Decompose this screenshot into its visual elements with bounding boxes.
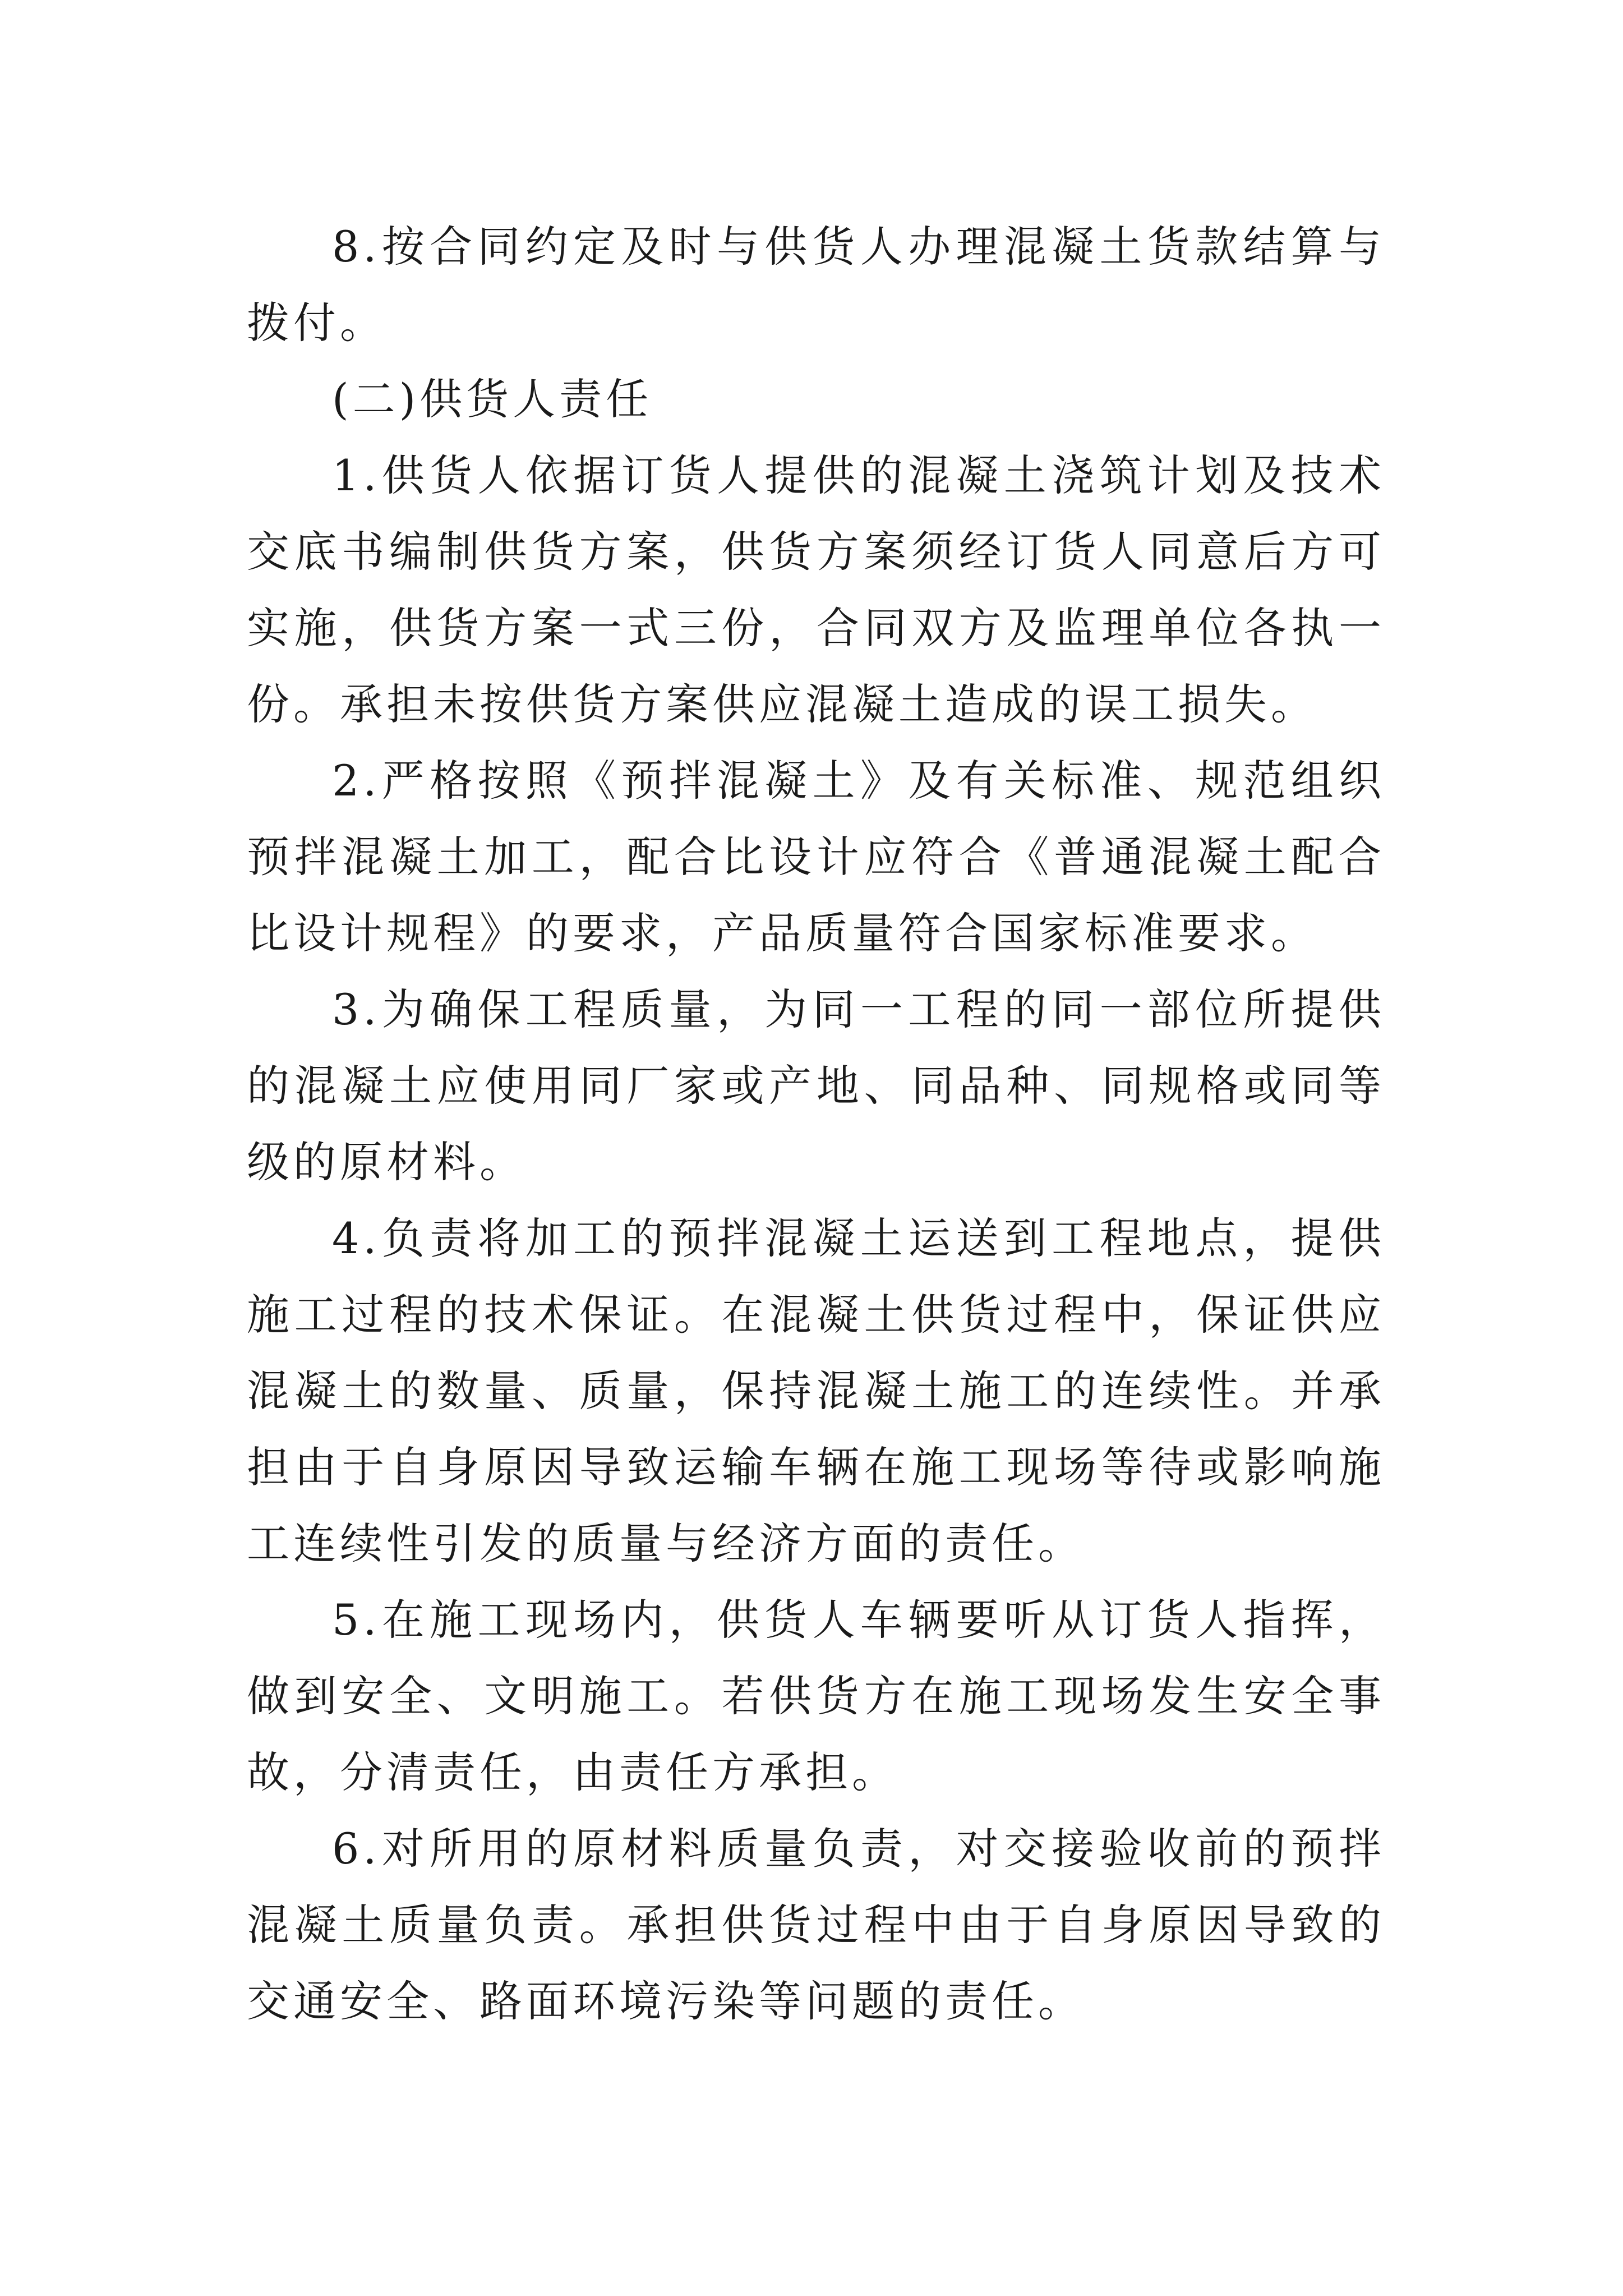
paragraph-transport-continuity: 4.负责将加工的预拌混凝土运送到工程地点，提供施工过程的技术保证。在混凝土供货过程中，保证供应混凝土的数量、质量，保持混凝土施工的连续性。并承担由于自身原因导致运输车辆在施工现场等待或影响施工连续性引发的质量与经济方面的责任。 xyxy=(247,1213,1385,1568)
paragraph-standards-compliance: 2.严格按照《预拌混凝土》及有关标准、规范组织预拌混凝土加工，配合比设计应符合《普通混凝土配合比设计规程》的要求，产品质量符合国家标准要求。 xyxy=(247,756,1385,958)
paragraph-quality-liability: 6.对所用的原材料质量负责，对交接验收前的预拌混凝土质量负责。承担供货过程中由于自身原因导致的交通安全、路面环境污染等问题的责任。 xyxy=(247,1824,1385,2026)
section-heading-supplier-responsibility: (二)供货人责任 xyxy=(332,374,653,424)
document-body xyxy=(247,209,1385,2040)
paragraph-payment-settlement: 8.按合同约定及时与供货人办理混凝土货款结算与拨付。 xyxy=(247,222,1385,348)
paragraph-site-safety: 5.在施工现场内，供货人车辆要听从订货人指挥，做到安全、文明施工。若供货方在施工现场发生安全事故，分清责任，由责任方承担。 xyxy=(247,1595,1385,1797)
paragraph-raw-material-consistency: 3.为确保工程质量，为同一工程的同一部位所提供的混凝土应使用同厂家或产地、同品种、同规格或同等级的原材料。 xyxy=(247,984,1385,1187)
paragraph-supply-plan: 1.供货人依据订货人提供的混凝土浇筑计划及技术交底书编制供货方案，供货方案须经订货人同意后方可实施，供货方案一式三份，合同双方及监理单位各执一份。承担未按供货方案供应混凝土造成的误工损失。 xyxy=(247,450,1385,729)
